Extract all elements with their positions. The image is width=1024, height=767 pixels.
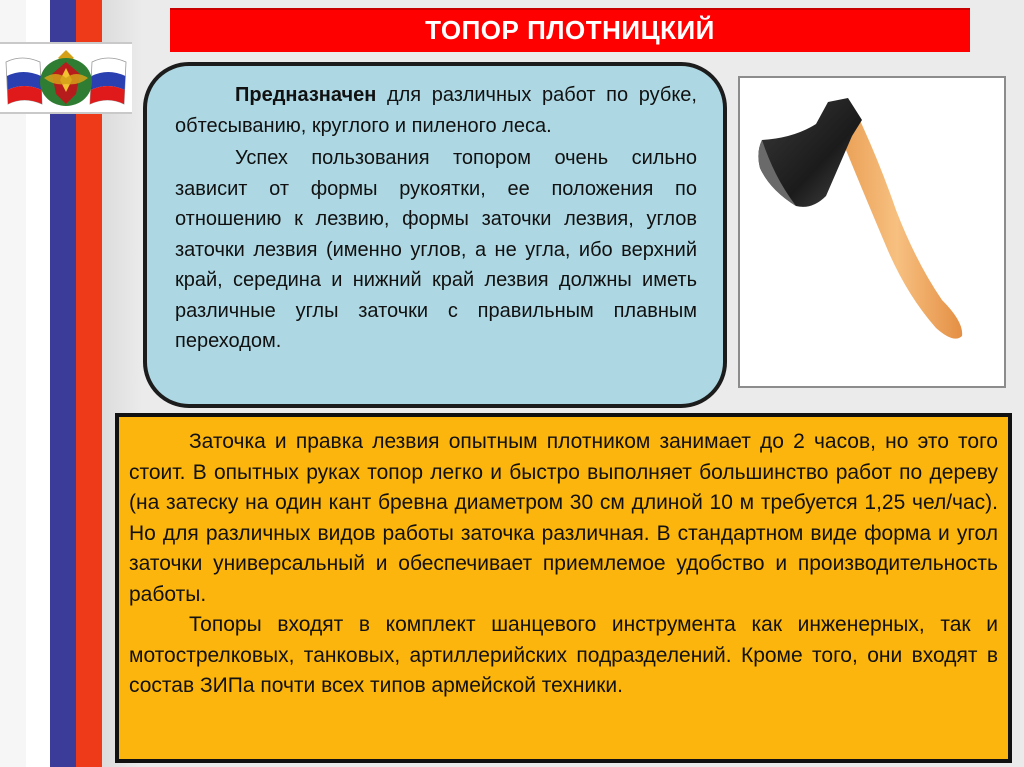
- carpenter-axe-icon: [740, 78, 1004, 386]
- armed-forces-emblem-icon: [0, 42, 132, 114]
- flag-stripe-white: [0, 0, 26, 767]
- purpose-paragraph: [175, 80, 697, 141]
- purpose-keyword: Предназначен: [235, 84, 377, 106]
- sharpening-text-box: [115, 413, 1012, 763]
- purpose-text-box: [143, 62, 727, 408]
- flag-stripe-red: [76, 0, 102, 767]
- sharpening-paragraph: Заточка и правка лезвия опытным плотником занимает до 2 часов, но это того стоит. В опытных руках топор легко и быстро выполняет большинство работ по дереву (на затеску на один кант бревна диаметром 30 см длиной 10 м требуется 1,25 чел/час). Но для различных видов работы заточка различная. В стандартном виде форма и угол заточки универсальный и обеспечивает приемлемое удобство и производительность работы.: [129, 430, 998, 606]
- army-usage-paragraph: Топоры входят в комплект шанцевого инструмента как инженерных, так и мотострелковых, танковых, артиллерийских подразделений. Кроме того, они входят в состав ЗИПа почти всех типов армейской техники.: [129, 613, 998, 697]
- flag-stripe-blue: [50, 0, 76, 767]
- purpose-text: для различных работ по рубке, обтесыванию, круглого и пиленого леса.: [175, 84, 697, 137]
- flag-stripe-white-inner: [26, 0, 50, 767]
- axe-photo: [738, 76, 1006, 388]
- handle-shape-paragraph: Успех пользования топором очень сильно зависит от формы рукоятки, ее положения по отношению к лезвию, формы заточки лезвия, углов заточки лезвия (именно углов, а не угла, ибо верхний край, середина и нижний край лезвия должны иметь различные углы заточки с правильным плавным переходом.: [175, 147, 697, 352]
- page-title: ТОПОР ПЛОТНИЦКИЙ: [170, 8, 970, 52]
